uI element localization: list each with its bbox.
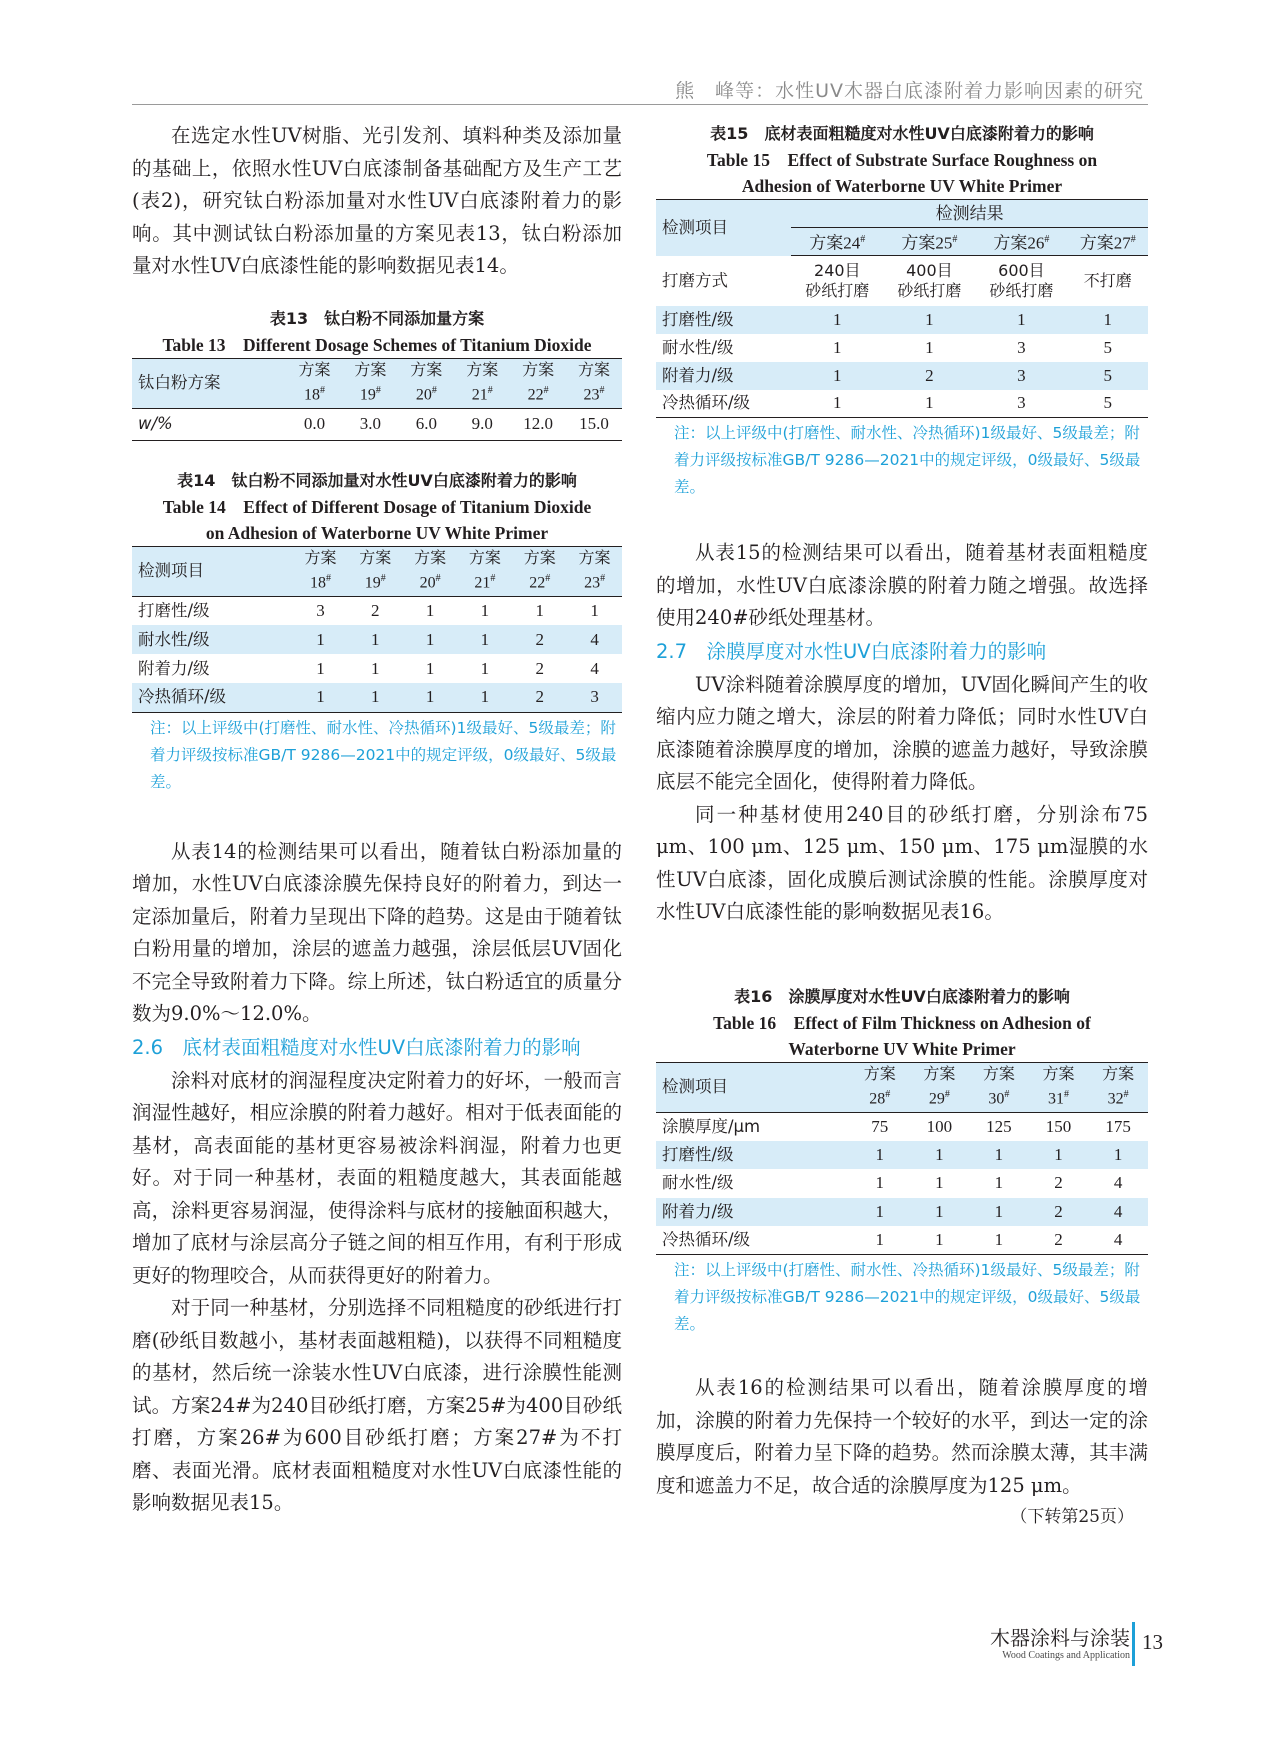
table15-method-cell: 不打磨 — [1083, 270, 1132, 290]
table14-cell: 4 — [567, 625, 622, 654]
table16-cell: 4 — [1113, 1173, 1123, 1193]
right-column — [656, 120, 1148, 1532]
table15-cell: 3 — [1017, 337, 1026, 357]
table16-caption-en-1: Table 16 Effect of Film Thickness on Adhesion of — [713, 1012, 1091, 1033]
table16 — [656, 1062, 1148, 1256]
paragraph-after-table15: 从表15的检测结果可以看出，随着基材表面粗糙度的增加，水性UV白底漆涂膜的附着力随之增强。故选择使用240#砂纸处理基材。 — [656, 541, 1148, 629]
table16-cell: 2 — [1054, 1173, 1063, 1193]
table13-scheme-header: 方案 19# — [342, 358, 398, 408]
table16-row-label: 打磨性/级 — [656, 1141, 850, 1170]
table15-scheme-header: 方案27# — [1067, 228, 1148, 256]
table13-cell: 9.0 — [454, 408, 510, 440]
table16-cell: 1 — [850, 1141, 910, 1170]
table16-scheme-header: 方案 28# — [850, 1062, 910, 1112]
table14-cell: 1 — [458, 625, 513, 654]
table15-scheme-header: 方案25# — [883, 228, 975, 256]
table15-method-cell: 600目 砂纸打磨 — [989, 260, 1054, 300]
table14-cell: 1 — [348, 625, 403, 654]
table15-note: 注：以上评级中(打磨性、耐水性、冷热循环)1级最好、5级最差；附着力评级按标准GB/T 9286—2021中的规定评级，0级最好、5级最差。 — [674, 424, 1141, 496]
table14-cell: 1 — [348, 683, 403, 712]
table14-caption-cn: 表14 钛白粉不同添加量对水性UV白底漆附着力的影响 — [177, 470, 577, 490]
table15-row-label: 打磨性/级 — [656, 306, 791, 334]
table14 — [132, 546, 622, 713]
table16-cell: 1 — [910, 1226, 970, 1255]
table16-cell: 1 — [994, 1173, 1004, 1193]
table15-method-row — [656, 256, 1148, 306]
table14-row — [132, 683, 622, 712]
table14-cell: 1 — [535, 600, 544, 620]
table15-cell: 1 — [1067, 306, 1148, 334]
table15-scheme-header: 方案26# — [975, 228, 1067, 256]
table14-row-label: 附着力/级 — [138, 658, 210, 678]
table16-cell: 2 — [1029, 1198, 1089, 1227]
table15-row — [656, 306, 1148, 334]
table14-caption-en-1: Table 14 Effect of Different Dosage of Titanium Dioxide — [162, 496, 592, 517]
journal-name-en: Wood Coatings and Application — [1002, 1650, 1130, 1661]
table13-row-label: w/% — [132, 408, 287, 440]
table14-cell: 2 — [371, 600, 380, 620]
table13-caption-cn: 表13 钛白粉不同添加量方案 — [269, 308, 485, 328]
table16-row — [656, 1112, 1148, 1141]
table13-scheme-header: 方案 18# — [287, 358, 343, 408]
table15-row-label: 冷热循环/级 — [656, 390, 791, 418]
table14-cell: 1 — [316, 658, 325, 678]
table15-caption-cn: 表15 底材表面粗糙度对水性UV白底漆附着力的影响 — [710, 124, 1094, 143]
table16-row — [656, 1141, 1148, 1170]
table16-cell: 150 — [1045, 1116, 1072, 1136]
section-2-6-title: 2.6 底材表面粗糙度对水性UV白底漆附着力的影响 — [132, 1035, 581, 1059]
table14-row-label: 耐水性/级 — [132, 625, 293, 654]
table14-note: 注：以上评级中(打磨性、耐水性、冷热循环)1级最好、5级最差；附着力评级按标准GB/T 9286—2021中的规定评级，0级最好、5级最差。 — [150, 718, 617, 791]
table15-row — [656, 362, 1148, 390]
table15-row-label: 耐水性/级 — [662, 337, 734, 357]
table15-method-cell: 400目 砂纸打磨 — [897, 260, 962, 300]
table14-cell: 1 — [480, 658, 490, 678]
table15-cell: 1 — [975, 306, 1067, 334]
table15-cell: 3 — [975, 362, 1067, 390]
table16-cell: 1 — [910, 1141, 970, 1170]
table13 — [132, 358, 622, 441]
table16-scheme-header: 方案 30# — [969, 1062, 1029, 1112]
table15-cell: 1 — [883, 390, 975, 418]
table14-cell: 2 — [535, 658, 544, 678]
paragraph-after-table14: 从表14的检测结果可以看出，随着钛白粉添加量的增加，水性UV白底漆涂膜先保持良好的附着力，到达一定添加量后，附着力呈现出下降的趋势。这是由于随着钛白粉用量的增加，涂层的遮盖力越强，涂层低层UV固化不完全导致附着力下降。综上所述，钛白粉适宜的质量分数为9.0%～12.0%。 — [132, 839, 622, 1025]
table14-row-label: 打磨性/级 — [138, 600, 210, 620]
table14-cell: 3 — [567, 683, 622, 712]
left-column — [132, 120, 622, 1520]
table16-row-header: 检测项目 — [656, 1062, 850, 1112]
table15-row-label: 打磨方式 — [662, 270, 728, 290]
continued-note: （下转第25页） — [1010, 1507, 1134, 1527]
table16-row-label: 涂膜厚度/μm — [662, 1116, 761, 1136]
table15-scheme-header: 方案24# — [791, 228, 883, 256]
table15-cell: 3 — [975, 390, 1067, 418]
journal-name-cn: 木器涂料与涂装 — [990, 1626, 1130, 1650]
table16-note: 注：以上评级中(打磨性、耐水性、冷热循环)1级最好、5级最差；附着力评级按标准GB/T 9286—2021中的规定评级，0级最好、5级最差。 — [674, 1261, 1141, 1333]
table13-caption-en: Table 13 Different Dosage Schemes of Titanium Dioxide — [162, 334, 592, 355]
table14-row — [132, 654, 622, 683]
table14-row-label: 冷热循环/级 — [132, 683, 293, 712]
table14-cell: 3 — [316, 600, 325, 620]
table16-scheme-header: 方案 29# — [910, 1062, 970, 1112]
table16-cell: 75 — [871, 1116, 889, 1136]
table15-cell: 5 — [1067, 390, 1148, 418]
running-title: 熊 峰等：水性UV木器白底漆附着力影响因素的研究 — [675, 80, 1144, 102]
table16-cell: 1 — [875, 1173, 884, 1193]
section-2-6-paragraph-2: 对于同一种基材，分别选择不同粗糙度的砂纸进行打磨(砂纸目数越小，基材表面越粗糙)，以获得不同粗糙度的基材，然后统一涂装水性UV白底漆，进行涂膜性能测试。方案24#为240目砂纸打磨，方案25#为400目砂纸打磨，方案26#为600目砂纸打磨；方案27#为不打磨、表面光滑。底材表面粗糙度对水性UV白底漆性能的影响数据见表15。 — [132, 1296, 622, 1514]
table13-row-header: 钛白粉方案 — [132, 358, 287, 408]
table16-cell: 175 — [1105, 1116, 1131, 1136]
table13-cell: 12.0 — [510, 408, 566, 440]
table15-row — [656, 334, 1148, 362]
table13-scheme-header: 方案 20# — [398, 358, 454, 408]
table16-cell: 1 — [969, 1226, 1029, 1255]
table13-cell: 6.0 — [398, 408, 454, 440]
table15-row-label: 附着力/级 — [656, 362, 791, 390]
table15-row — [656, 390, 1148, 418]
table15-method-cell: 240目 砂纸打磨 — [805, 260, 870, 300]
table14-row — [132, 596, 622, 625]
table13-cell: 15.0 — [566, 408, 622, 440]
table15-caption-en-2: Adhesion of Waterborne UV White Primer — [741, 176, 1063, 196]
table15-cell: 1 — [791, 362, 883, 390]
table16-cell: 125 — [986, 1116, 1012, 1136]
table14-scheme-header: 方案 23# — [567, 546, 622, 596]
table16-cell: 4 — [1088, 1226, 1148, 1255]
table16-cell: 1 — [969, 1141, 1029, 1170]
table16-row — [656, 1226, 1148, 1255]
table16-cell: 1 — [1088, 1141, 1148, 1170]
table14-cell: 1 — [371, 658, 380, 678]
table15-group-header: 检测结果 — [791, 200, 1148, 228]
page-number: 13 — [1142, 1630, 1163, 1654]
table16-cell: 1 — [850, 1226, 910, 1255]
table14-cell: 1 — [425, 658, 435, 678]
table15-cell: 1 — [925, 337, 934, 357]
table15-cell: 5 — [1067, 362, 1148, 390]
table15-cell: 5 — [1103, 337, 1112, 357]
table13-scheme-header: 方案 23# — [566, 358, 622, 408]
table16-caption-cn: 表16 涂膜厚度对水性UV白底漆附着力的影响 — [734, 986, 1070, 1006]
section-2-7-paragraph-2: 同一种基材使用240目的砂纸打磨，分别涂布75 μm、100 μm、125 μm、150 μm、175 μm湿膜的水性UV白底漆，固化成膜后测试涂膜的性能。涂膜厚度对水性UV白底漆性能的影响数据见表16。 — [656, 802, 1148, 923]
table15-row-header: 检测项目 — [656, 200, 791, 256]
table15-cell: 1 — [791, 390, 883, 418]
table14-cell: 1 — [590, 600, 599, 620]
table16-cell: 1 — [935, 1173, 944, 1193]
table15 — [656, 199, 1148, 418]
table14-scheme-header: 方案 20# — [403, 546, 458, 596]
table14-caption-en-2: on Adhesion of Waterborne UV White Primer — [205, 522, 549, 543]
table13-scheme-header: 方案 21# — [454, 358, 510, 408]
table14-cell: 1 — [403, 625, 458, 654]
table15-cell: 1 — [833, 337, 842, 357]
table14-cell: 1 — [425, 600, 435, 620]
running-header — [132, 70, 1148, 105]
table14-row — [132, 625, 622, 654]
table14-scheme-header: 方案 21# — [458, 546, 513, 596]
intro-paragraph: 在选定水性UV树脂、光引发剂、填料种类及添加量的基础上，依照水性UV白底漆制备基础配方及生产工艺(表2)，研究钛白粉添加量对水性UV白底漆附着力的影响。其中测试钛白粉添加量的方案见表13，钛白粉添加量对水性UV白底漆性能的影响数据见表14。 — [132, 124, 622, 277]
footer-divider — [1132, 1622, 1135, 1666]
table13-scheme-header: 方案 22# — [510, 358, 566, 408]
table16-row-label: 耐水性/级 — [662, 1173, 734, 1193]
table16-scheme-header: 方案 31# — [1029, 1062, 1089, 1112]
table15-cell: 2 — [883, 362, 975, 390]
table16-cell: 2 — [1029, 1226, 1089, 1255]
table14-row-header: 检测项目 — [132, 546, 293, 596]
paragraph-after-table16: 从表16的检测结果可以看出，随着涂膜厚度的增加，涂膜的附着力先保持一个较好的水平，到达一定的涂膜厚度后，附着力呈下降的趋势。然而涂膜太薄，其丰满度和遮盖力不足，故合适的涂膜厚度为125 μm。 — [656, 1376, 1148, 1497]
section-2-6-paragraph-1: 涂料对底材的润湿程度决定附着力的好坏，一般而言润湿性越好，相应涂膜的附着力越好。相对于低表面能的基材，高表面能的基材更容易被涂料润湿，附着力也更好。对于同一种基材，表面的粗糙度越大，其表面能越高，涂料更容易润湿，使得涂料与底材的接触面积越大，增加了底材与涂层高分子链之间的相互作用，有利于形成更好的物理咬合，从而获得更好的附着力。 — [132, 1068, 622, 1287]
table14-cell: 1 — [480, 600, 490, 620]
table16-cell: 100 — [926, 1116, 953, 1136]
table14-cell: 1 — [403, 683, 458, 712]
table14-scheme-header: 方案 18# — [293, 546, 348, 596]
table16-cell: 1 — [1029, 1141, 1089, 1170]
table14-cell: 1 — [293, 683, 348, 712]
table14-cell: 1 — [458, 683, 513, 712]
section-2-7-title: 2.7 涂膜厚度对水性UV白底漆附着力的影响 — [656, 639, 1047, 663]
table13-cell: 0.0 — [287, 408, 343, 440]
table14-cell: 2 — [512, 683, 567, 712]
table14-cell: 1 — [293, 625, 348, 654]
table13-cell: 3.0 — [342, 408, 398, 440]
table16-cell: 1 — [850, 1198, 910, 1227]
section-2-7-paragraph-1: UV涂料随着涂膜厚度的增加，UV固化瞬间产生的收缩内应力随之增大，涂层的附着力降低；同时水性UV白底漆随着涂膜厚度的增加，涂膜的遮盖力越好，导致涂膜底层不能完全固化，使得附着力降低。 — [656, 672, 1148, 793]
table16-row — [656, 1198, 1148, 1227]
table15-cell: 1 — [791, 306, 883, 334]
table16-cell: 4 — [1088, 1198, 1148, 1227]
table16-scheme-header: 方案 32# — [1088, 1062, 1148, 1112]
table16-cell: 1 — [910, 1198, 970, 1227]
table15-caption-en-1: Table 15 Effect of Substrate Surface Roughness on — [706, 150, 1098, 170]
table14-scheme-header: 方案 22# — [512, 546, 567, 596]
table16-cell: 1 — [969, 1198, 1029, 1227]
table16-row-label: 冷热循环/级 — [656, 1226, 850, 1255]
table14-scheme-header: 方案 19# — [348, 546, 403, 596]
table14-cell: 2 — [512, 625, 567, 654]
table15-cell: 1 — [883, 306, 975, 334]
table16-row-label: 附着力/级 — [656, 1198, 850, 1227]
table16-caption-en-2: Waterborne UV White Primer — [788, 1038, 1016, 1059]
table14-cell: 4 — [590, 658, 599, 678]
table16-row — [656, 1169, 1148, 1198]
